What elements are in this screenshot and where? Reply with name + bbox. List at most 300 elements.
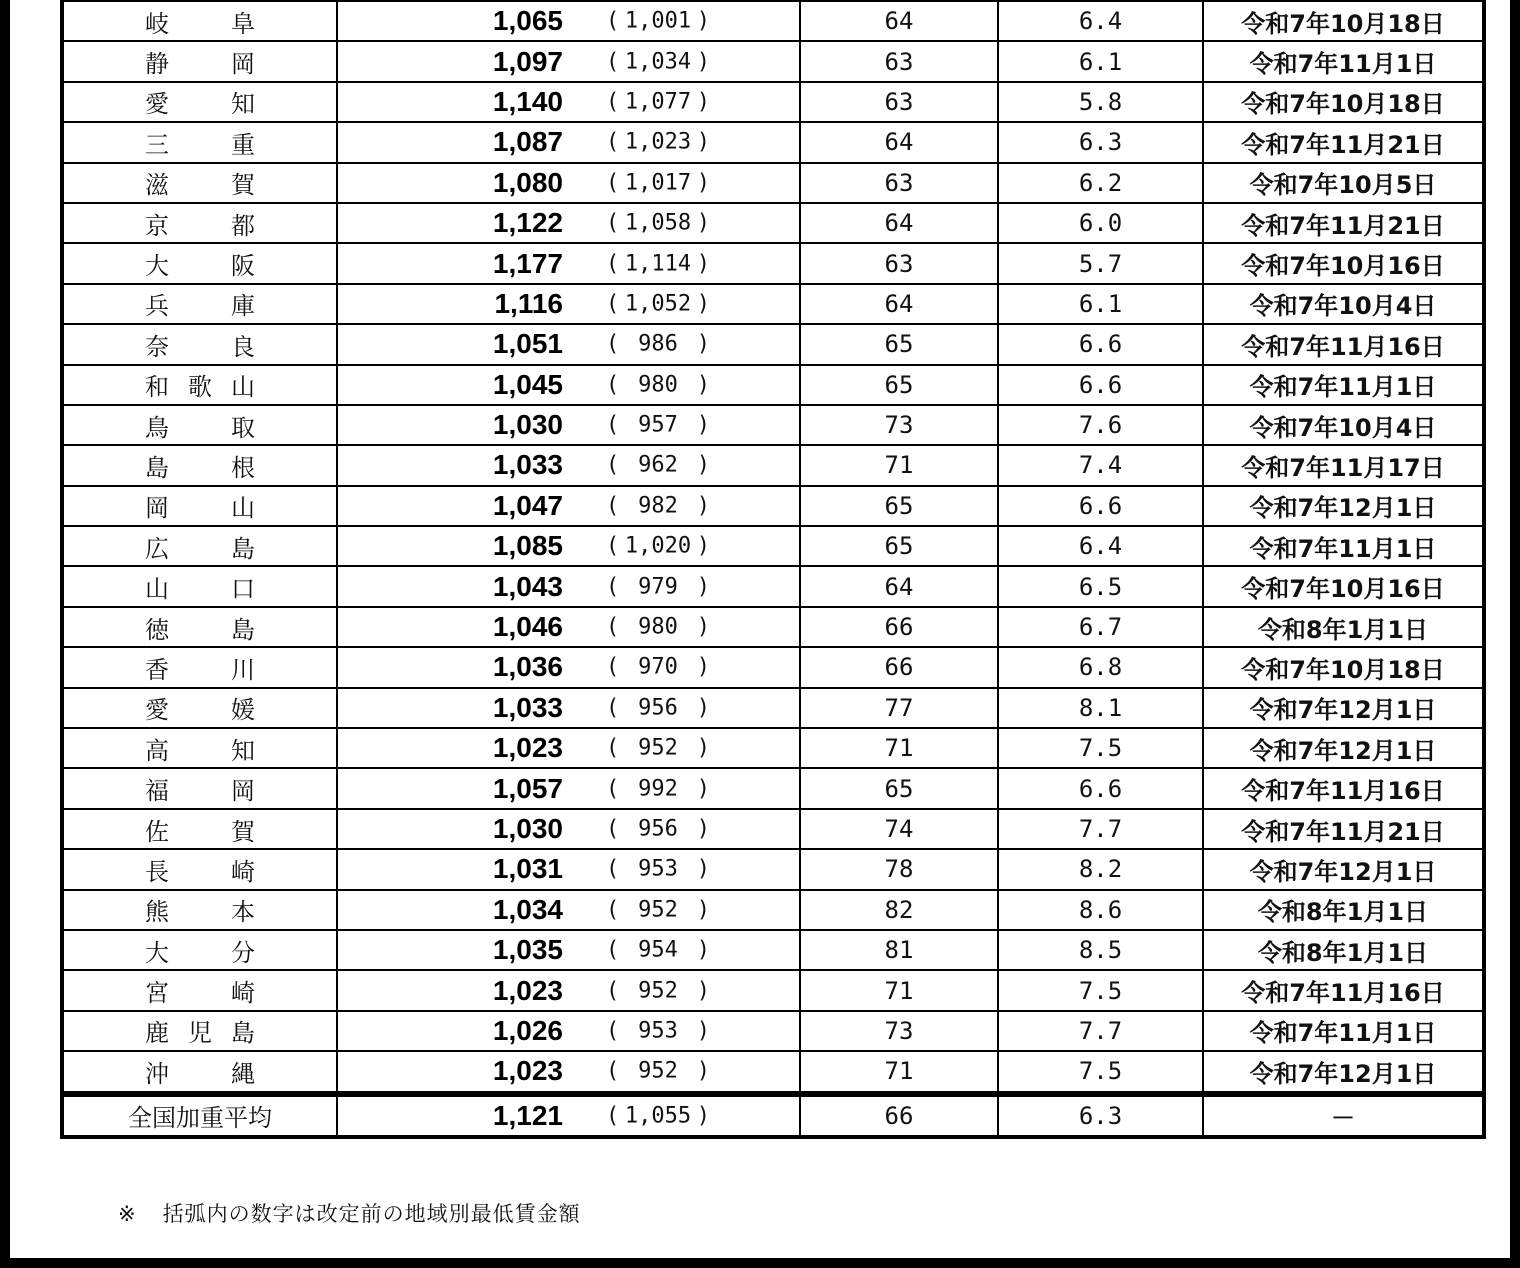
effective-date-cell: 令和7年10月18日 — [1203, 647, 1484, 687]
prefecture-cell — [62, 203, 337, 243]
prefecture-cell — [62, 163, 337, 203]
prefecture-name: 奈 良 — [145, 332, 255, 361]
prefecture-cell — [62, 970, 337, 1010]
wage-cell — [337, 849, 800, 889]
paren-open: ( — [606, 129, 620, 155]
wage-cell — [337, 445, 800, 485]
increase-cell: 74 — [800, 809, 998, 849]
previous-wage-value: 970 — [638, 654, 678, 680]
increase-cell: 71 — [800, 728, 998, 768]
paren-close: ) — [696, 8, 710, 34]
paren-close: ) — [696, 291, 710, 317]
wage-cell — [337, 526, 800, 566]
prefecture-name: 徳 島 — [145, 615, 255, 644]
revised-wage: 1,121 — [492, 1099, 563, 1131]
previous-wage-value: 1,001 — [624, 8, 692, 34]
effective-date-cell: 令和7年12月1日 — [1203, 728, 1484, 768]
paren-close: ) — [696, 49, 710, 75]
increase-rate-cell: 6.7 — [998, 607, 1203, 647]
previous-wage-value: 982 — [638, 493, 678, 519]
increase-cell: 65 — [800, 486, 998, 526]
prefecture-name: 大 阪 — [145, 252, 255, 281]
paren-open: ( — [606, 1103, 620, 1129]
prefecture-name: 鳥 取 — [145, 413, 255, 442]
increase-cell: 64 — [800, 203, 998, 243]
paren-close: ) — [696, 1058, 710, 1084]
wage-cell — [337, 122, 800, 162]
paren-open: ( — [606, 331, 620, 357]
wage-cell — [337, 1011, 800, 1051]
paren-close: ) — [696, 89, 710, 115]
prefecture-cell — [62, 566, 337, 606]
table-row — [62, 688, 1484, 728]
paren-close: ) — [696, 372, 710, 398]
paren-close: ) — [696, 695, 710, 721]
effective-date-cell: 令和7年10月16日 — [1203, 566, 1484, 606]
table-row — [62, 445, 1484, 485]
paren-open: ( — [606, 251, 620, 277]
effective-date-cell: 令和8年1月1日 — [1203, 930, 1484, 970]
revised-wage: 1,085 — [492, 530, 563, 562]
increase-cell: 64 — [800, 566, 998, 606]
wage-cell — [337, 486, 800, 526]
revised-wage: 1,045 — [492, 368, 563, 400]
previous-wage — [606, 130, 710, 155]
prefecture-cell — [62, 809, 337, 849]
paren-open: ( — [606, 856, 620, 882]
revised-wage: 1,030 — [492, 409, 563, 441]
effective-date-cell: 令和7年11月16日 — [1203, 970, 1484, 1010]
revised-wage: 1,122 — [492, 207, 563, 239]
paren-open: ( — [606, 574, 620, 600]
prefecture-cell — [62, 243, 337, 283]
prefecture-name: 香 川 — [145, 655, 255, 684]
paren-open: ( — [606, 1058, 620, 1084]
effective-date-cell: 令和7年12月1日 — [1203, 849, 1484, 889]
table-row — [62, 243, 1484, 283]
increase-cell: 65 — [800, 526, 998, 566]
previous-wage-value: 956 — [638, 816, 678, 842]
effective-date-cell: 令和7年12月1日 — [1203, 486, 1484, 526]
table-row — [62, 768, 1484, 808]
prefecture-name: 広 島 — [145, 534, 255, 563]
increase-cell: 64 — [800, 122, 998, 162]
previous-wage-value: 1,058 — [624, 210, 692, 236]
paren-close: ) — [696, 978, 710, 1004]
wage-cell — [337, 930, 800, 970]
table-row — [62, 405, 1484, 445]
prefecture-name: 兵 庫 — [145, 292, 255, 321]
average-row — [62, 1094, 1484, 1137]
increase-rate-cell: 6.2 — [998, 163, 1203, 203]
previous-wage-value: 986 — [638, 331, 678, 357]
wage-cell — [337, 688, 800, 728]
previous-wage — [606, 817, 710, 842]
paren-open: ( — [606, 1018, 620, 1044]
effective-date-cell: 令和7年10月4日 — [1203, 405, 1484, 445]
paren-close: ) — [696, 533, 710, 559]
previous-wage-value: 1,114 — [624, 251, 692, 277]
previous-wage-value: 952 — [638, 978, 678, 1004]
increase-rate-cell: 7.5 — [998, 970, 1203, 1010]
prefecture-name: 沖 縄 — [145, 1059, 255, 1088]
revised-wage: 1,140 — [492, 85, 563, 117]
paren-open: ( — [606, 735, 620, 761]
paren-open: ( — [606, 816, 620, 842]
previous-wage — [606, 1018, 710, 1043]
effective-date-cell: 令和7年11月17日 — [1203, 445, 1484, 485]
minimum-wage-table — [60, 0, 1486, 1139]
increase-rate-cell: 6.0 — [998, 203, 1203, 243]
previous-wage-value: 1,034 — [624, 49, 692, 75]
prefecture-cell — [62, 82, 337, 122]
prefecture-name: 岡 山 — [145, 494, 255, 523]
effective-date-cell: 令和7年10月5日 — [1203, 163, 1484, 203]
paren-close: ) — [696, 1018, 710, 1044]
previous-wage — [606, 574, 710, 599]
previous-wage — [606, 49, 710, 74]
previous-wage — [606, 736, 710, 761]
footnote-mark: ※ — [118, 1202, 137, 1226]
increase-rate-cell: 7.6 — [998, 405, 1203, 445]
prefecture-cell — [62, 324, 337, 364]
previous-wage-value: 980 — [638, 372, 678, 398]
increase-cell: 77 — [800, 688, 998, 728]
prefecture-cell — [62, 728, 337, 768]
revised-wage: 1,034 — [492, 893, 563, 925]
previous-wage — [606, 857, 710, 882]
increase-rate-cell: 7.5 — [998, 1051, 1203, 1093]
revised-wage: 1,051 — [492, 328, 563, 360]
paren-close: ) — [696, 331, 710, 357]
wage-cell — [337, 768, 800, 808]
prefecture-cell — [62, 688, 337, 728]
increase-cell: 64 — [800, 1, 998, 41]
previous-wage-value: 1,020 — [624, 533, 692, 559]
prefecture-name: 佐 賀 — [145, 817, 255, 846]
wage-cell — [337, 243, 800, 283]
previous-wage-value: 954 — [638, 937, 678, 963]
wage-cell — [337, 365, 800, 405]
table-row — [62, 82, 1484, 122]
revised-wage: 1,046 — [492, 611, 563, 643]
effective-date-cell: 令和7年11月1日 — [1203, 41, 1484, 81]
wage-cell — [337, 203, 800, 243]
increase-cell: 65 — [800, 365, 998, 405]
paren-open: ( — [606, 533, 620, 559]
previous-wage-value: 1,077 — [624, 89, 692, 115]
revised-wage: 1,177 — [492, 247, 563, 279]
increase-cell: 65 — [800, 768, 998, 808]
prefecture-name: 岐 阜 — [145, 9, 255, 38]
paren-open: ( — [606, 291, 620, 317]
previous-wage-value: 953 — [638, 856, 678, 882]
increase-rate-cell: 5.8 — [998, 82, 1203, 122]
wage-cell — [337, 607, 800, 647]
revised-wage: 1,047 — [492, 489, 563, 521]
prefecture-cell — [62, 284, 337, 324]
previous-wage-value: 980 — [638, 614, 678, 640]
prefecture-cell — [62, 647, 337, 687]
increase-cell: 81 — [800, 930, 998, 970]
increase-rate-cell: 6.6 — [998, 768, 1203, 808]
footnote — [118, 1198, 581, 1228]
increase-cell: 63 — [800, 163, 998, 203]
prefecture-cell — [62, 1011, 337, 1051]
previous-wage-value: 992 — [638, 776, 678, 802]
table-row — [62, 526, 1484, 566]
increase-rate-cell: 8.5 — [998, 930, 1203, 970]
revised-wage: 1,033 — [492, 691, 563, 723]
table-body — [62, 1, 1484, 1137]
table-row — [62, 647, 1484, 687]
wage-cell — [337, 728, 800, 768]
table-row — [62, 1, 1484, 41]
table-row — [62, 365, 1484, 405]
increase-rate-cell: 6.3 — [998, 122, 1203, 162]
increase-cell: 73 — [800, 1011, 998, 1051]
previous-wage — [606, 493, 710, 518]
effective-date-cell: 令和7年12月1日 — [1203, 1051, 1484, 1093]
wage-cell — [337, 284, 800, 324]
paren-close: ) — [696, 897, 710, 923]
previous-wage-value: 1,023 — [624, 129, 692, 155]
paren-close: ) — [696, 412, 710, 438]
previous-wage — [606, 251, 710, 276]
wage-cell — [337, 566, 800, 606]
increase-rate-cell: 7.5 — [998, 728, 1203, 768]
effective-date-cell: 令和7年10月16日 — [1203, 243, 1484, 283]
revised-wage: 1,080 — [492, 166, 563, 198]
increase-cell: 71 — [800, 970, 998, 1010]
increase-rate-cell: 6.6 — [998, 486, 1203, 526]
previous-wage — [606, 1103, 710, 1128]
paren-open: ( — [606, 89, 620, 115]
effective-date-cell: － — [1203, 1094, 1484, 1137]
increase-cell: 65 — [800, 324, 998, 364]
prefecture-cell — [62, 486, 337, 526]
effective-date-cell: 令和8年1月1日 — [1203, 890, 1484, 930]
previous-wage — [606, 615, 710, 640]
table-row — [62, 163, 1484, 203]
table-row — [62, 566, 1484, 606]
paren-open: ( — [606, 210, 620, 236]
increase-cell: 64 — [800, 284, 998, 324]
effective-date-cell: 令和7年11月21日 — [1203, 809, 1484, 849]
paren-close: ) — [696, 856, 710, 882]
prefecture-name: 京 都 — [145, 211, 255, 240]
previous-wage — [606, 332, 710, 357]
increase-rate-cell: 6.6 — [998, 324, 1203, 364]
effective-date-cell: 令和7年11月1日 — [1203, 365, 1484, 405]
revised-wage: 1,065 — [492, 5, 563, 37]
prefecture-cell — [62, 768, 337, 808]
table-row — [62, 203, 1484, 243]
previous-wage — [606, 89, 710, 114]
prefecture-cell — [62, 1, 337, 41]
prefecture-cell — [62, 890, 337, 930]
increase-cell: 63 — [800, 243, 998, 283]
effective-date-cell: 令和7年11月1日 — [1203, 526, 1484, 566]
paren-close: ) — [696, 493, 710, 519]
paren-close: ) — [696, 452, 710, 478]
paren-open: ( — [606, 452, 620, 478]
increase-rate-cell: 6.3 — [998, 1094, 1203, 1137]
table-row — [62, 122, 1484, 162]
wage-cell — [337, 41, 800, 81]
revised-wage: 1,087 — [492, 126, 563, 158]
revised-wage: 1,033 — [492, 449, 563, 481]
prefecture-name: 高 知 — [145, 736, 255, 765]
paren-close: ) — [696, 574, 710, 600]
wage-cell — [337, 890, 800, 930]
paren-open: ( — [606, 937, 620, 963]
paren-close: ) — [696, 937, 710, 963]
prefecture-cell — [62, 1051, 337, 1093]
prefecture-name: 和歌山 — [145, 373, 255, 402]
increase-cell: 73 — [800, 405, 998, 445]
increase-rate-cell: 6.6 — [998, 365, 1203, 405]
previous-wage-value: 1,017 — [624, 170, 692, 196]
previous-wage — [606, 938, 710, 963]
effective-date-cell: 令和7年10月18日 — [1203, 82, 1484, 122]
paren-open: ( — [606, 8, 620, 34]
paren-close: ) — [696, 614, 710, 640]
paren-close: ) — [696, 735, 710, 761]
previous-wage — [606, 1059, 710, 1084]
prefecture-cell — [62, 849, 337, 889]
increase-cell: 78 — [800, 849, 998, 889]
paren-close: ) — [696, 776, 710, 802]
paren-open: ( — [606, 695, 620, 721]
previous-wage-value: 957 — [638, 412, 678, 438]
revised-wage: 1,035 — [492, 934, 563, 966]
revised-wage: 1,116 — [494, 287, 563, 319]
previous-wage — [606, 695, 710, 720]
table-row — [62, 1011, 1484, 1051]
revised-wage: 1,031 — [492, 853, 563, 885]
previous-wage — [606, 170, 710, 195]
increase-rate-cell: 6.5 — [998, 566, 1203, 606]
revised-wage: 1,036 — [492, 651, 563, 683]
prefecture-name: 滋 賀 — [145, 171, 255, 200]
previous-wage-value: 956 — [638, 695, 678, 721]
wage-cell — [337, 647, 800, 687]
paren-open: ( — [606, 170, 620, 196]
increase-rate-cell: 7.7 — [998, 809, 1203, 849]
table-row — [62, 849, 1484, 889]
previous-wage — [606, 776, 710, 801]
previous-wage-value: 1,055 — [624, 1103, 692, 1129]
prefecture-name: 島 根 — [145, 453, 255, 482]
effective-date-cell: 令和7年11月1日 — [1203, 1011, 1484, 1051]
increase-rate-cell: 8.6 — [998, 890, 1203, 930]
prefecture-name: 熊 本 — [145, 898, 255, 927]
previous-wage — [606, 413, 710, 438]
increase-rate-cell: 6.4 — [998, 1, 1203, 41]
table-row — [62, 1051, 1484, 1093]
revised-wage: 1,057 — [492, 772, 563, 804]
paren-open: ( — [606, 776, 620, 802]
table-row — [62, 970, 1484, 1010]
table-row — [62, 728, 1484, 768]
paren-close: ) — [696, 210, 710, 236]
increase-rate-cell: 6.4 — [998, 526, 1203, 566]
table-row — [62, 324, 1484, 364]
prefecture-name: 全国加重平均 — [128, 1104, 272, 1133]
increase-rate-cell: 8.2 — [998, 849, 1203, 889]
paren-open: ( — [606, 49, 620, 75]
effective-date-cell: 令和7年10月18日 — [1203, 1, 1484, 41]
increase-cell: 66 — [800, 647, 998, 687]
previous-wage — [606, 9, 710, 34]
footnote-text: 括弧内の数字は改定前の地域別最低賃金額 — [162, 1202, 581, 1226]
prefecture-cell — [62, 526, 337, 566]
increase-cell: 71 — [800, 445, 998, 485]
prefecture-cell — [62, 607, 337, 647]
effective-date-cell: 令和7年11月21日 — [1203, 122, 1484, 162]
prefecture-cell — [62, 365, 337, 405]
prefecture-cell — [62, 930, 337, 970]
table-row — [62, 930, 1484, 970]
effective-date-cell: 令和7年10月4日 — [1203, 284, 1484, 324]
table-row — [62, 41, 1484, 81]
wage-cell — [337, 1051, 800, 1093]
previous-wage — [606, 978, 710, 1003]
wage-cell — [337, 405, 800, 445]
prefecture-cell — [62, 1094, 337, 1137]
wage-cell — [337, 324, 800, 364]
previous-wage — [606, 453, 710, 478]
prefecture-name: 静 岡 — [145, 50, 255, 79]
prefecture-cell — [62, 41, 337, 81]
wage-cell — [337, 809, 800, 849]
previous-wage-value: 1,052 — [624, 291, 692, 317]
increase-cell: 63 — [800, 41, 998, 81]
previous-wage-value: 953 — [638, 1018, 678, 1044]
table-row — [62, 607, 1484, 647]
paren-close: ) — [696, 816, 710, 842]
revised-wage: 1,030 — [492, 813, 563, 844]
previous-wage — [606, 655, 710, 680]
previous-wage — [606, 897, 710, 922]
increase-rate-cell: 6.1 — [998, 41, 1203, 81]
paren-close: ) — [696, 654, 710, 680]
wage-cell — [337, 163, 800, 203]
prefecture-name: 福 岡 — [145, 777, 255, 806]
revised-wage: 1,043 — [492, 570, 563, 602]
increase-rate-cell: 8.1 — [998, 688, 1203, 728]
table-row — [62, 284, 1484, 324]
document-page — [10, 0, 1510, 1258]
revised-wage: 1,026 — [492, 1014, 563, 1046]
prefecture-name: 三 重 — [145, 130, 255, 159]
increase-cell: 82 — [800, 890, 998, 930]
table-row — [62, 890, 1484, 930]
increase-rate-cell: 6.8 — [998, 647, 1203, 687]
effective-date-cell: 令和7年11月16日 — [1203, 324, 1484, 364]
revised-wage: 1,023 — [492, 1055, 563, 1087]
prefecture-cell — [62, 405, 337, 445]
paren-open: ( — [606, 493, 620, 519]
previous-wage — [606, 372, 710, 397]
paren-close: ) — [696, 170, 710, 196]
increase-rate-cell: 7.4 — [998, 445, 1203, 485]
table-row — [62, 809, 1484, 849]
revised-wage: 1,023 — [492, 974, 563, 1006]
previous-wage-value: 979 — [638, 574, 678, 600]
previous-wage-value: 952 — [638, 1058, 678, 1084]
